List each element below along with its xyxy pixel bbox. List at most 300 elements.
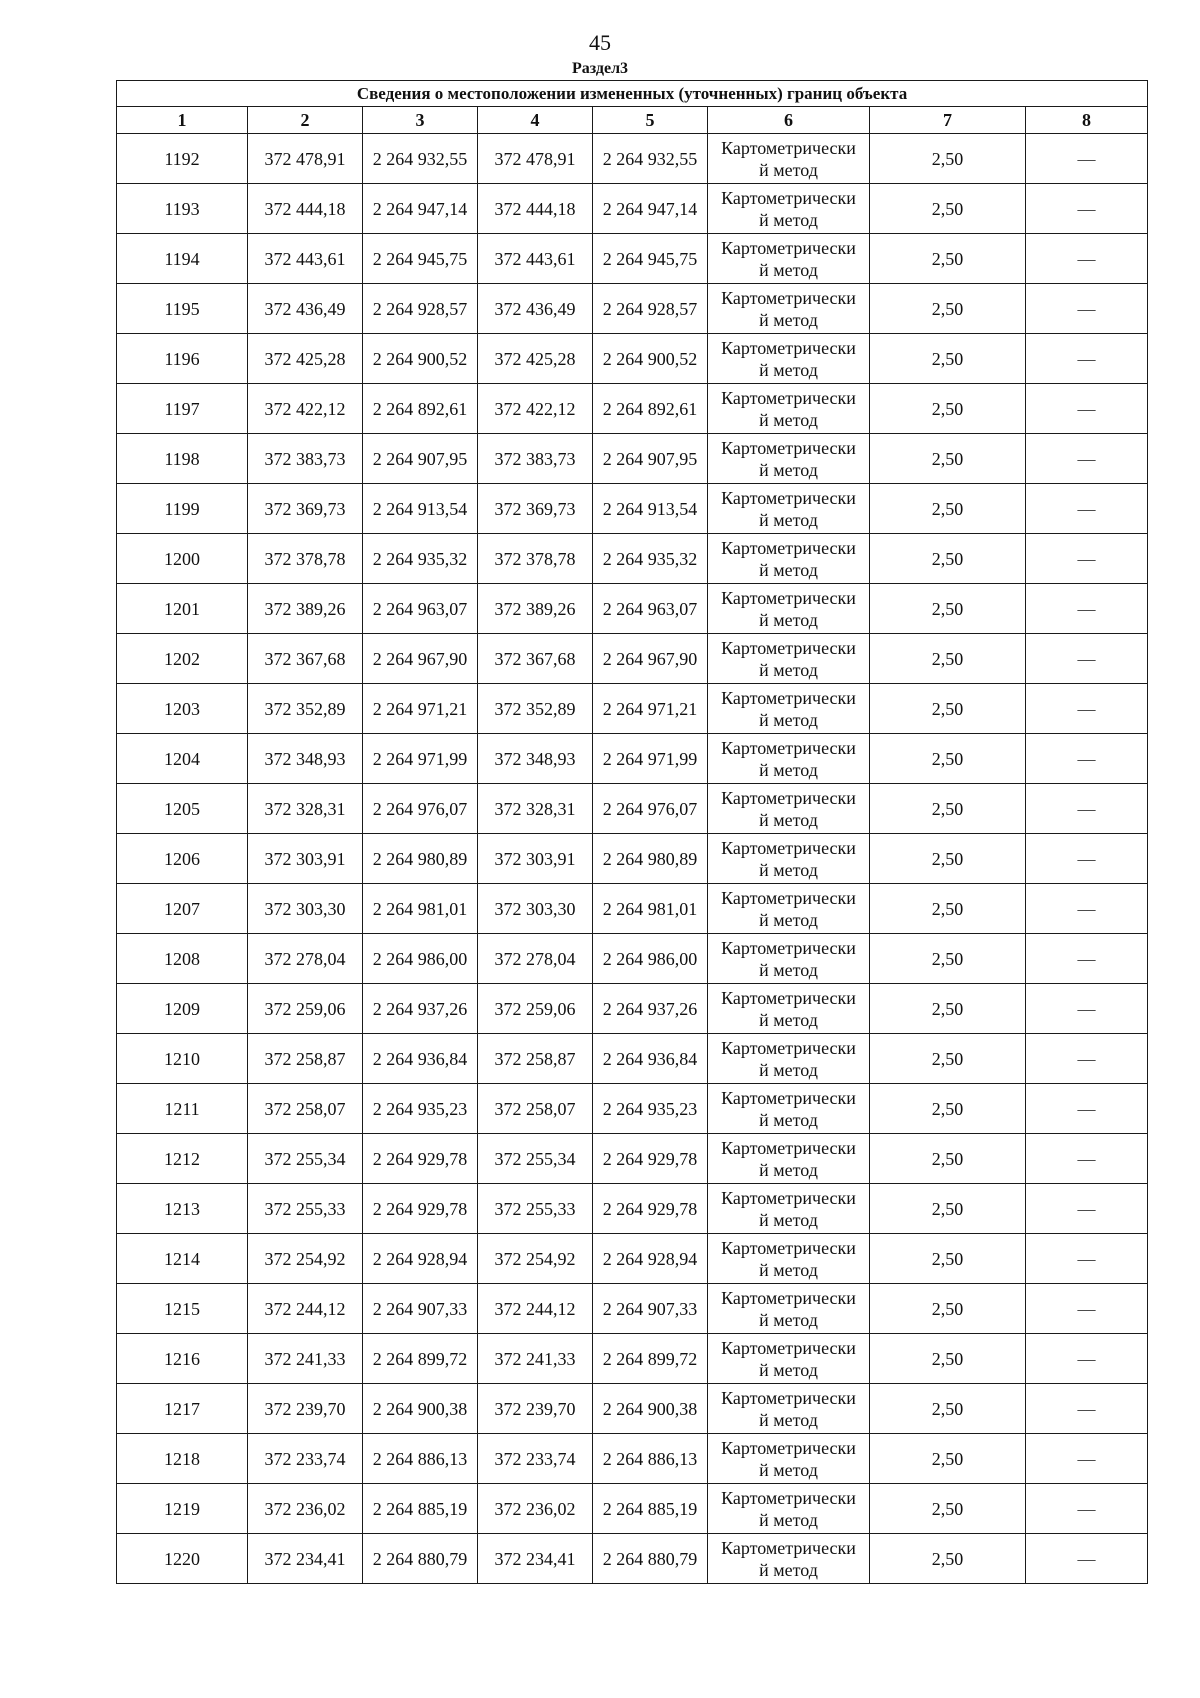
point-number-cell: 1209 [117, 984, 248, 1034]
existing-y-cell: 2 264 928,94 [363, 1234, 478, 1284]
table-row [117, 184, 1148, 234]
table-row [117, 484, 1148, 534]
method-line-1: Картометрически [721, 1037, 856, 1058]
method-line-2: й метод [759, 159, 818, 180]
note-cell: — [1026, 734, 1148, 784]
existing-y-cell: 2 264 929,78 [363, 1184, 478, 1234]
note-cell: — [1026, 384, 1148, 434]
table-row [117, 934, 1148, 984]
method-line-1: Картометрически [721, 1187, 856, 1208]
method-line-1: Картометрически [721, 987, 856, 1008]
method-cell [708, 234, 870, 284]
method-line-1: Картометрически [721, 937, 856, 958]
table-row [117, 1534, 1148, 1584]
column-number: 5 [593, 107, 708, 134]
refined-y-cell: 2 264 947,14 [593, 184, 708, 234]
method-cell [708, 584, 870, 634]
method-line-2: й метод [759, 659, 818, 680]
existing-y-cell: 2 264 907,95 [363, 434, 478, 484]
table-row [117, 1084, 1148, 1134]
method-line-2: й метод [759, 559, 818, 580]
note-cell: — [1026, 634, 1148, 684]
note-cell: — [1026, 934, 1148, 984]
existing-x-cell: 372 369,73 [248, 484, 363, 534]
method-line-2: й метод [759, 409, 818, 430]
accuracy-cell: 2,50 [870, 484, 1026, 534]
refined-y-cell: 2 264 913,54 [593, 484, 708, 534]
point-number-cell: 1208 [117, 934, 248, 984]
method-line-2: й метод [759, 1459, 818, 1480]
method-line-1: Картометрически [721, 1087, 856, 1108]
existing-x-cell: 372 478,91 [248, 134, 363, 184]
method-line-2: й метод [759, 1109, 818, 1130]
note-cell: — [1026, 234, 1148, 284]
refined-y-cell: 2 264 929,78 [593, 1184, 708, 1234]
method-cell [708, 434, 870, 484]
accuracy-cell: 2,50 [870, 234, 1026, 284]
existing-y-cell: 2 264 963,07 [363, 584, 478, 634]
table-row [117, 584, 1148, 634]
refined-x-cell: 372 348,93 [478, 734, 593, 784]
method-line-1: Картометрически [721, 887, 856, 908]
note-cell: — [1026, 834, 1148, 884]
refined-x-cell: 372 244,12 [478, 1284, 593, 1334]
accuracy-cell: 2,50 [870, 184, 1026, 234]
table-row [117, 634, 1148, 684]
method-cell [708, 884, 870, 934]
refined-x-cell: 372 436,49 [478, 284, 593, 334]
note-cell: — [1026, 1084, 1148, 1134]
method-line-1: Картометрически [721, 737, 856, 758]
accuracy-cell: 2,50 [870, 134, 1026, 184]
point-number-cell: 1198 [117, 434, 248, 484]
refined-y-cell: 2 264 976,07 [593, 784, 708, 834]
point-number-cell: 1213 [117, 1184, 248, 1234]
method-cell [708, 934, 870, 984]
method-cell [708, 834, 870, 884]
column-number: 8 [1026, 107, 1148, 134]
accuracy-cell: 2,50 [870, 1434, 1026, 1484]
existing-y-cell: 2 264 907,33 [363, 1284, 478, 1334]
existing-x-cell: 372 389,26 [248, 584, 363, 634]
existing-x-cell: 372 259,06 [248, 984, 363, 1034]
column-number: 1 [117, 107, 248, 134]
table-row [117, 1334, 1148, 1384]
existing-y-cell: 2 264 900,38 [363, 1384, 478, 1434]
method-line-2: й метод [759, 709, 818, 730]
accuracy-cell: 2,50 [870, 534, 1026, 584]
refined-x-cell: 372 352,89 [478, 684, 593, 734]
refined-y-cell: 2 264 935,32 [593, 534, 708, 584]
accuracy-cell: 2,50 [870, 1034, 1026, 1084]
accuracy-cell: 2,50 [870, 1384, 1026, 1434]
note-cell: — [1026, 1434, 1148, 1484]
table-row [117, 234, 1148, 284]
table-title: Сведения о местоположении измененных (уточненных) границ объекта [117, 81, 1148, 107]
refined-x-cell: 372 236,02 [478, 1484, 593, 1534]
existing-x-cell: 372 258,87 [248, 1034, 363, 1084]
existing-y-cell: 2 264 967,90 [363, 634, 478, 684]
note-cell: — [1026, 434, 1148, 484]
method-line-2: й метод [759, 1559, 818, 1580]
refined-y-cell: 2 264 907,95 [593, 434, 708, 484]
method-line-1: Картометрически [721, 137, 856, 158]
refined-y-cell: 2 264 929,78 [593, 1134, 708, 1184]
note-cell: — [1026, 134, 1148, 184]
accuracy-cell: 2,50 [870, 1284, 1026, 1334]
point-number-cell: 1199 [117, 484, 248, 534]
column-number: 3 [363, 107, 478, 134]
accuracy-cell: 2,50 [870, 384, 1026, 434]
point-number-cell: 1210 [117, 1034, 248, 1084]
method-line-1: Картометрически [721, 637, 856, 658]
refined-y-cell: 2 264 892,61 [593, 384, 708, 434]
accuracy-cell: 2,50 [870, 1334, 1026, 1384]
existing-x-cell: 372 378,78 [248, 534, 363, 584]
accuracy-cell: 2,50 [870, 1184, 1026, 1234]
method-line-2: й метод [759, 1259, 818, 1280]
method-line-2: й метод [759, 359, 818, 380]
existing-y-cell: 2 264 971,21 [363, 684, 478, 734]
point-number-cell: 1219 [117, 1484, 248, 1534]
table-row [117, 834, 1148, 884]
note-cell: — [1026, 1234, 1148, 1284]
method-line-2: й метод [759, 809, 818, 830]
method-line-2: й метод [759, 259, 818, 280]
refined-x-cell: 372 478,91 [478, 134, 593, 184]
method-line-1: Картометрически [721, 337, 856, 358]
existing-x-cell: 372 352,89 [248, 684, 363, 734]
accuracy-cell: 2,50 [870, 584, 1026, 634]
refined-x-cell: 372 259,06 [478, 984, 593, 1034]
table-body [117, 134, 1148, 1584]
method-cell [708, 1184, 870, 1234]
note-cell: — [1026, 184, 1148, 234]
method-line-2: й метод [759, 309, 818, 330]
refined-y-cell: 2 264 900,52 [593, 334, 708, 384]
point-number-cell: 1216 [117, 1334, 248, 1384]
refined-y-cell: 2 264 986,00 [593, 934, 708, 984]
existing-y-cell: 2 264 899,72 [363, 1334, 478, 1384]
column-number-row [117, 107, 1148, 134]
point-number-cell: 1220 [117, 1534, 248, 1584]
refined-x-cell: 372 422,12 [478, 384, 593, 434]
method-cell [708, 534, 870, 584]
point-number-cell: 1217 [117, 1384, 248, 1434]
note-cell: — [1026, 1334, 1148, 1384]
refined-y-cell: 2 264 932,55 [593, 134, 708, 184]
note-cell: — [1026, 284, 1148, 334]
method-cell [708, 1134, 870, 1184]
existing-x-cell: 372 422,12 [248, 384, 363, 434]
existing-x-cell: 372 443,61 [248, 234, 363, 284]
point-number-cell: 1212 [117, 1134, 248, 1184]
method-line-1: Картометрически [721, 1537, 856, 1558]
column-number: 7 [870, 107, 1026, 134]
refined-x-cell: 372 389,26 [478, 584, 593, 634]
method-cell [708, 734, 870, 784]
note-cell: — [1026, 1534, 1148, 1584]
method-line-1: Картометрически [721, 1137, 856, 1158]
existing-y-cell: 2 264 932,55 [363, 134, 478, 184]
accuracy-cell: 2,50 [870, 784, 1026, 834]
method-cell [708, 1484, 870, 1534]
refined-x-cell: 372 255,33 [478, 1184, 593, 1234]
table-row [117, 334, 1148, 384]
table-row [117, 384, 1148, 434]
existing-y-cell: 2 264 945,75 [363, 234, 478, 284]
method-cell [708, 1384, 870, 1434]
table-row [117, 1034, 1148, 1084]
existing-x-cell: 372 255,34 [248, 1134, 363, 1184]
existing-y-cell: 2 264 935,23 [363, 1084, 478, 1134]
refined-x-cell: 372 303,30 [478, 884, 593, 934]
refined-x-cell: 372 328,31 [478, 784, 593, 834]
point-number-cell: 1200 [117, 534, 248, 584]
note-cell: — [1026, 984, 1148, 1034]
refined-y-cell: 2 264 981,01 [593, 884, 708, 934]
method-line-2: й метод [759, 209, 818, 230]
method-line-1: Картометрически [721, 387, 856, 408]
refined-x-cell: 372 255,34 [478, 1134, 593, 1184]
existing-y-cell: 2 264 886,13 [363, 1434, 478, 1484]
existing-y-cell: 2 264 976,07 [363, 784, 478, 834]
note-cell: — [1026, 1484, 1148, 1534]
accuracy-cell: 2,50 [870, 884, 1026, 934]
existing-x-cell: 372 255,33 [248, 1184, 363, 1234]
refined-x-cell: 372 254,92 [478, 1234, 593, 1284]
existing-y-cell: 2 264 885,19 [363, 1484, 478, 1534]
note-cell: — [1026, 1384, 1148, 1434]
method-cell [708, 384, 870, 434]
refined-y-cell: 2 264 899,72 [593, 1334, 708, 1384]
point-number-cell: 1211 [117, 1084, 248, 1134]
method-line-2: й метод [759, 1009, 818, 1030]
table-row [117, 734, 1148, 784]
method-line-2: й метод [759, 1059, 818, 1080]
refined-y-cell: 2 264 900,38 [593, 1384, 708, 1434]
accuracy-cell: 2,50 [870, 684, 1026, 734]
method-line-1: Картометрически [721, 787, 856, 808]
method-line-1: Картометрически [721, 1437, 856, 1458]
method-line-1: Картометрически [721, 287, 856, 308]
accuracy-cell: 2,50 [870, 984, 1026, 1034]
note-cell: — [1026, 784, 1148, 834]
existing-x-cell: 372 241,33 [248, 1334, 363, 1384]
existing-x-cell: 372 367,68 [248, 634, 363, 684]
existing-y-cell: 2 264 928,57 [363, 284, 478, 334]
method-line-1: Картометрически [721, 1387, 856, 1408]
existing-x-cell: 372 425,28 [248, 334, 363, 384]
method-line-2: й метод [759, 1209, 818, 1230]
table-row [117, 1384, 1148, 1434]
point-number-cell: 1218 [117, 1434, 248, 1484]
method-line-2: й метод [759, 1309, 818, 1330]
method-line-1: Картометрически [721, 1487, 856, 1508]
table-row [117, 1484, 1148, 1534]
refined-x-cell: 372 378,78 [478, 534, 593, 584]
method-line-2: й метод [759, 759, 818, 780]
method-line-1: Картометрически [721, 837, 856, 858]
point-number-cell: 1197 [117, 384, 248, 434]
table-row [117, 1234, 1148, 1284]
existing-y-cell: 2 264 971,99 [363, 734, 478, 784]
method-cell [708, 784, 870, 834]
note-cell: — [1026, 1184, 1148, 1234]
existing-y-cell: 2 264 937,26 [363, 984, 478, 1034]
point-number-cell: 1206 [117, 834, 248, 884]
method-cell [708, 184, 870, 234]
note-cell: — [1026, 1034, 1148, 1084]
accuracy-cell: 2,50 [870, 1134, 1026, 1184]
refined-x-cell: 372 239,70 [478, 1384, 593, 1434]
method-line-2: й метод [759, 859, 818, 880]
existing-x-cell: 372 254,92 [248, 1234, 363, 1284]
refined-y-cell: 2 264 907,33 [593, 1284, 708, 1334]
method-line-2: й метод [759, 1409, 818, 1430]
refined-y-cell: 2 264 980,89 [593, 834, 708, 884]
existing-y-cell: 2 264 929,78 [363, 1134, 478, 1184]
note-cell: — [1026, 684, 1148, 734]
existing-y-cell: 2 264 900,52 [363, 334, 478, 384]
method-cell [708, 1334, 870, 1384]
method-cell [708, 1034, 870, 1084]
accuracy-cell: 2,50 [870, 934, 1026, 984]
method-cell [708, 984, 870, 1034]
table-row [117, 884, 1148, 934]
table-row [117, 1184, 1148, 1234]
existing-x-cell: 372 258,07 [248, 1084, 363, 1134]
point-number-cell: 1194 [117, 234, 248, 284]
existing-y-cell: 2 264 947,14 [363, 184, 478, 234]
refined-x-cell: 372 303,91 [478, 834, 593, 884]
existing-x-cell: 372 236,02 [248, 1484, 363, 1534]
accuracy-cell: 2,50 [870, 634, 1026, 684]
accuracy-cell: 2,50 [870, 1084, 1026, 1134]
method-line-2: й метод [759, 509, 818, 530]
note-cell: — [1026, 584, 1148, 634]
existing-x-cell: 372 234,41 [248, 1534, 363, 1584]
existing-y-cell: 2 264 980,89 [363, 834, 478, 884]
method-line-1: Картометрически [721, 1287, 856, 1308]
table-row [117, 784, 1148, 834]
refined-y-cell: 2 264 963,07 [593, 584, 708, 634]
method-line-1: Картометрически [721, 487, 856, 508]
point-number-cell: 1201 [117, 584, 248, 634]
note-cell: — [1026, 1284, 1148, 1334]
section-label: Раздел3 [571, 60, 629, 77]
accuracy-cell: 2,50 [870, 734, 1026, 784]
table-row [117, 134, 1148, 184]
method-cell [708, 484, 870, 534]
point-number-cell: 1193 [117, 184, 248, 234]
refined-y-cell: 2 264 885,19 [593, 1484, 708, 1534]
note-cell: — [1026, 534, 1148, 584]
accuracy-cell: 2,50 [870, 434, 1026, 484]
point-number-cell: 1192 [117, 134, 248, 184]
method-line-2: й метод [759, 909, 818, 930]
existing-x-cell: 372 233,74 [248, 1434, 363, 1484]
refined-y-cell: 2 264 880,79 [593, 1534, 708, 1584]
table-row [117, 284, 1148, 334]
table-row [117, 1434, 1148, 1484]
refined-x-cell: 372 234,41 [478, 1534, 593, 1584]
method-line-1: Картометрически [721, 237, 856, 258]
refined-x-cell: 372 444,18 [478, 184, 593, 234]
point-number-cell: 1214 [117, 1234, 248, 1284]
refined-x-cell: 372 278,04 [478, 934, 593, 984]
refined-x-cell: 372 241,33 [478, 1334, 593, 1384]
point-number-cell: 1204 [117, 734, 248, 784]
existing-x-cell: 372 444,18 [248, 184, 363, 234]
accuracy-cell: 2,50 [870, 1484, 1026, 1534]
accuracy-cell: 2,50 [870, 1234, 1026, 1284]
refined-x-cell: 372 425,28 [478, 334, 593, 384]
table-row [117, 434, 1148, 484]
refined-y-cell: 2 264 928,57 [593, 284, 708, 334]
method-cell [708, 1084, 870, 1134]
existing-x-cell: 372 383,73 [248, 434, 363, 484]
existing-y-cell: 2 264 936,84 [363, 1034, 478, 1084]
refined-y-cell: 2 264 935,23 [593, 1084, 708, 1134]
table-row [117, 1284, 1148, 1334]
refined-y-cell: 2 264 967,90 [593, 634, 708, 684]
page-number: 45 [589, 30, 611, 55]
method-line-2: й метод [759, 1359, 818, 1380]
existing-x-cell: 372 436,49 [248, 284, 363, 334]
method-cell [708, 134, 870, 184]
column-number: 4 [478, 107, 593, 134]
column-number: 6 [708, 107, 870, 134]
method-line-1: Картометрически [721, 1337, 856, 1358]
refined-x-cell: 372 369,73 [478, 484, 593, 534]
method-cell [708, 1234, 870, 1284]
method-line-1: Картометрически [721, 187, 856, 208]
existing-y-cell: 2 264 880,79 [363, 1534, 478, 1584]
table-row [117, 684, 1148, 734]
method-cell [708, 334, 870, 384]
point-number-cell: 1195 [117, 284, 248, 334]
existing-x-cell: 372 239,70 [248, 1384, 363, 1434]
note-cell: — [1026, 334, 1148, 384]
refined-y-cell: 2 264 936,84 [593, 1034, 708, 1084]
existing-y-cell: 2 264 981,01 [363, 884, 478, 934]
refined-x-cell: 372 233,74 [478, 1434, 593, 1484]
column-number: 2 [248, 107, 363, 134]
refined-x-cell: 372 443,61 [478, 234, 593, 284]
refined-x-cell: 372 367,68 [478, 634, 593, 684]
method-line-2: й метод [759, 609, 818, 630]
refined-y-cell: 2 264 945,75 [593, 234, 708, 284]
refined-y-cell: 2 264 928,94 [593, 1234, 708, 1284]
existing-y-cell: 2 264 892,61 [363, 384, 478, 434]
refined-y-cell: 2 264 971,21 [593, 684, 708, 734]
method-cell [708, 634, 870, 684]
note-cell: — [1026, 484, 1148, 534]
point-number-cell: 1215 [117, 1284, 248, 1334]
existing-x-cell: 372 278,04 [248, 934, 363, 984]
method-line-1: Картометрически [721, 537, 856, 558]
existing-y-cell: 2 264 935,32 [363, 534, 478, 584]
accuracy-cell: 2,50 [870, 334, 1026, 384]
existing-x-cell: 372 348,93 [248, 734, 363, 784]
refined-y-cell: 2 264 886,13 [593, 1434, 708, 1484]
existing-y-cell: 2 264 986,00 [363, 934, 478, 984]
method-cell [708, 1434, 870, 1484]
refined-y-cell: 2 264 971,99 [593, 734, 708, 784]
refined-x-cell: 372 258,87 [478, 1034, 593, 1084]
point-number-cell: 1203 [117, 684, 248, 734]
